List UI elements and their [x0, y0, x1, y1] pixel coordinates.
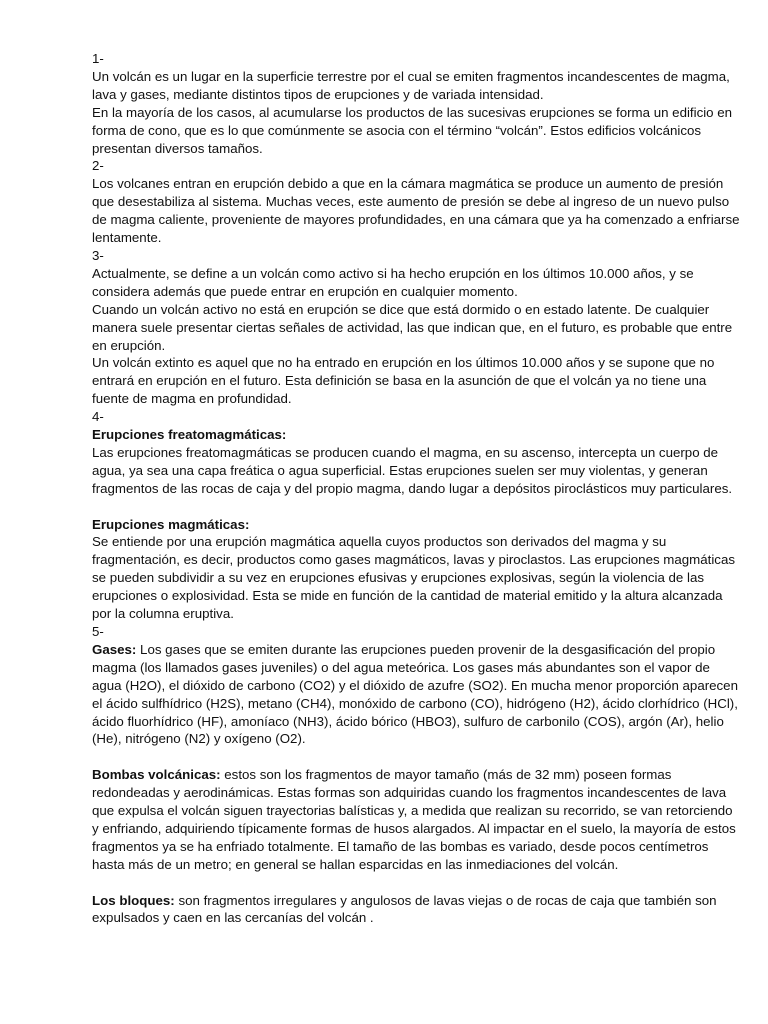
section-number-5: 5-: [92, 623, 104, 639]
section-number-3: 3-: [92, 247, 104, 263]
paragraph-active-volcano: Actualmente, se define a un volcán como activo si ha hecho erupción en los últimos 10.000 años, y se considera además que puede entrar en erupción en cualquier momento.: [92, 265, 694, 299]
paragraph-cone-edifice: En la mayoría de los casos, al acumularse los productos de las sucesivas erupciones se forma un edificio en forma de cono, que es lo que comúnmente se asocia con el término “volcán”. Estos edificios volcánicos presentan diversos tamaños.: [92, 104, 733, 156]
paragraph-magmatic: Se entiende por una erupción magmática aquella cuyos productos son derivados del magma y su fragmentación, es decir, productos como gases magmáticos, lavas y piroclastos. Las erupciones magmáticas se pueden subdividir a su vez en erupciones efusivas y erupciones explosivas, según la violencia de las erupciones o explosividad. Esta se mide en función de la cantidad de material emitido y la altura alcanzada por la columna eruptiva.: [92, 534, 735, 622]
paragraph-volcano-definition: Un volcán es un lugar en la superficie terrestre por el cual se emiten fragmentos incandescentes de magma, lava y gases, mediante distintos tipos de erupciones y de variada intensidad.: [92, 68, 730, 102]
heading-phreatomagmatic-text: Erupciones freatomagmáticas:: [92, 427, 287, 443]
paragraph-blocks: [92, 892, 742, 928]
text-gases: Los gases que se emiten durante las erupciones pueden provenir de la desgasificación del propio magma (los llamados gases juveniles) o del agua meteórica. Los gases más abundantes son el vapor de agua (H2O), el dióxido de carbono (CO2) y el dióxido de azufre (SO2). En mucha menor proporción aparecen el ácido sulfhídrico (H2S), metano (CH4), monóxido de carbono (CO), hidrógeno (H2), ácido clorhídrico (HCl), ácido fluorhídrico (HF), amoníaco (NH3), ácido bórico (HBO3), sulfuro de carbonilo (COS), argón (Ar), helio (He), nitrógeno (N2) y oxígeno (O2).: [92, 641, 738, 747]
heading-magmatic-text: Erupciones magmáticas:: [92, 516, 250, 532]
document-page: [92, 50, 742, 927]
paragraph-phreatomagmatic: Las erupciones freatomagmáticas se producen cuando el magma, en su ascenso, intercepta un cuerpo de agua, ya sea una capa freática o agua superficial. Estas erupciones suelen ser muy violentas, y generan fragmentos de las rocas de caja y del propio magma, dando lugar a depósitos piroclásticos muy particulares.: [92, 444, 733, 496]
section-number-4: 4-: [92, 409, 104, 425]
paragraph-bombs: [92, 766, 742, 873]
text-bombs: estos son los fragmentos de mayor tamaño (más de 32 mm) poseen formas redondeadas y aerodinámicas. Estas formas son adquiridas cuando los fragmentos incandescentes de lava que expulsa el volcán siguen trayectorias balísticas y, a medida que realizan su recorrido, se van retorciendo y enfriando, adquiriendo típicamente formas de husos alargados. Al impactar en el suelo, la mayoría de estos fragmentos ya se ha enfriado totalmente. El tamaño de las bombas es variado, desde pocos centímetros hasta más de un metro; en general se hallan esparcidas en las inmediaciones del volcán.: [92, 767, 736, 872]
heading-magmatic: [92, 516, 742, 534]
text-blocks: son fragmentos irregulares y angulosos de lavas viejas o de rocas de caja que también son expulsados y caen en las cercanías del volcán .: [92, 892, 717, 926]
paragraph-extinct-volcano: Un volcán extinto es aquel que no ha entrado en erupción en los últimos 10.000 años y se supone que no entrará en erupción en el futuro. Esta definición se basa en la asunción de que el volcán ya no tiene una fuente de magma en profundidad.: [92, 355, 715, 407]
section-number-2: 2-: [92, 158, 104, 174]
label-bombs: Bombas volcánicas:: [92, 767, 221, 783]
label-blocks: Los bloques:: [92, 892, 175, 908]
blank-line: [92, 748, 742, 766]
blank-line: [92, 874, 742, 892]
paragraph-gases: [92, 641, 742, 748]
label-gases: Gases:: [92, 641, 137, 657]
heading-phreatomagmatic: [92, 426, 742, 444]
section-number-1: 1-: [92, 51, 104, 66]
paragraph-eruption-cause: Los volcanes entran en erupción debido a que en la cámara magmática se produce un aumento de presión que desestabiliza al sistema. Muchas veces, este aumento de presión se debe al ingreso de un nuevo pulso de magma caliente, proveniente de mayores profundidades, en una cámara que ya ha comenzado a enfriarse lentamente.: [92, 176, 740, 246]
paragraph-dormant-volcano: Cuando un volcán activo no está en erupción se dice que está dormido o en estado latente. De cualquier manera suele presentar ciertas señales de actividad, las que indican que, en el futuro, es probable que entre en erupción.: [92, 301, 733, 353]
blank-line: [92, 498, 742, 516]
